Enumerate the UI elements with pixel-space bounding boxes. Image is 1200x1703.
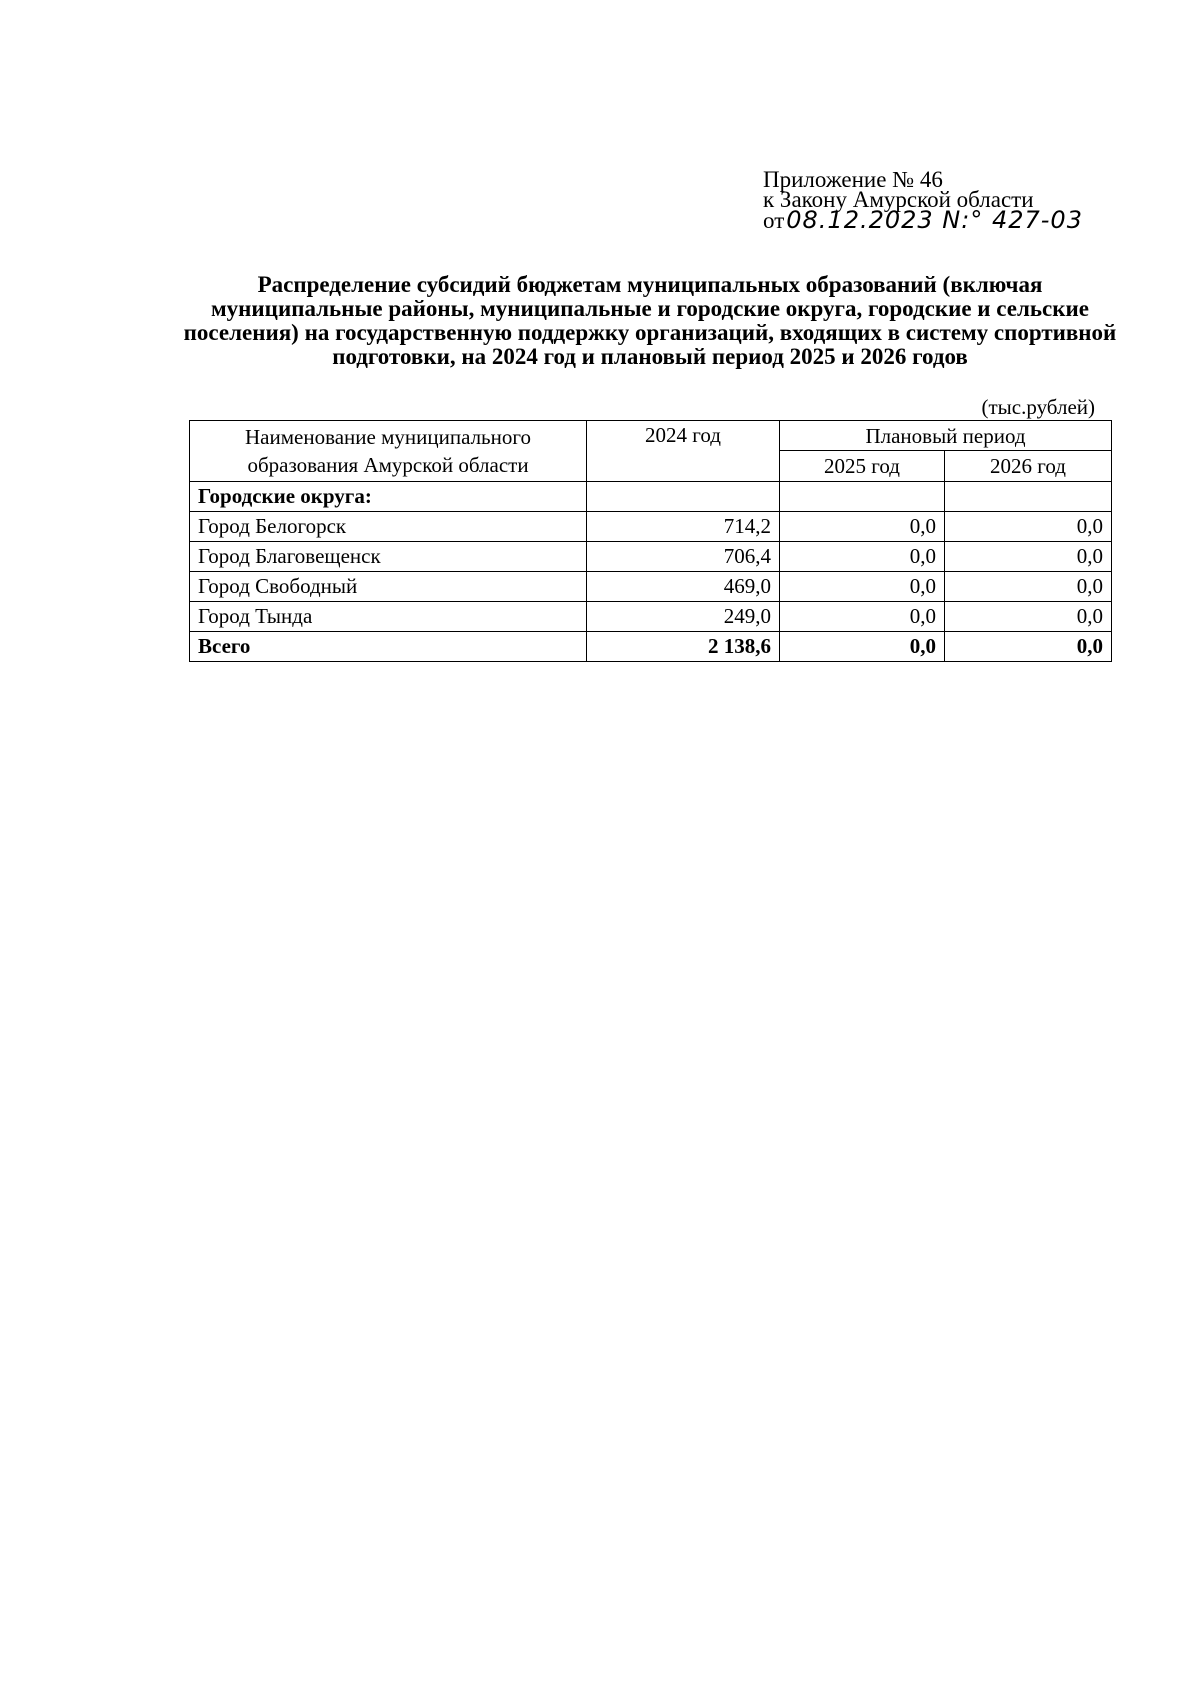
total-label: Всего [190,632,587,662]
appendix-number: Приложение № 46 [763,167,943,192]
total-row [190,632,1112,662]
table-row [190,512,1112,542]
row-name: Город Тында [190,602,587,632]
units-label: (тыс.рублей) [981,395,1095,419]
header-municipality-name: Наименование муниципального образования Амурской области [190,421,587,482]
subsidy-table [189,420,1112,662]
row-value-2026: 0,0 [945,602,1112,632]
table-row [190,542,1112,572]
row-value-2025: 0,0 [780,512,945,542]
table-header-row [190,421,1112,451]
row-value-2024: 249,0 [587,602,780,632]
row-value-2026: 0,0 [945,542,1112,572]
empty-cell [587,482,780,512]
header-2025: 2025 год [780,451,945,482]
header-planned-period: Плановый период [780,421,1112,451]
empty-cell [780,482,945,512]
total-value-2024: 2 138,6 [587,632,780,662]
appendix-date-line [763,206,1083,234]
table-row [190,602,1112,632]
total-value-2025: 0,0 [780,632,945,662]
row-value-2025: 0,0 [780,572,945,602]
appendix-law-reference: к Закону Амурской области [763,187,1034,212]
row-name: Город Благовещенск [190,542,587,572]
row-name: Город Свободный [190,572,587,602]
row-value-2024: 714,2 [587,512,780,542]
section-row [190,482,1112,512]
appendix-header [763,167,1083,234]
total-value-2026: 0,0 [945,632,1112,662]
handwritten-date-number: 08.12.2023 N:° 427-03 [786,206,1083,234]
section-label: Городские округа: [190,482,587,512]
row-value-2026: 0,0 [945,512,1112,542]
row-name: Город Белогорск [190,512,587,542]
empty-cell [945,482,1112,512]
row-value-2025: 0,0 [780,542,945,572]
header-2026: 2026 год [945,451,1112,482]
row-value-2024: 469,0 [587,572,780,602]
document-title: Распределение субсидий бюджетам муниципальных образований (включая муниципальные районы, муниципальные и городские округа, городские и сельские поселения) на государственную поддержку организаций, входящих в систему спортивной подготовки, на 2024 год и плановый период 2025 и 2026 годов [183,272,1117,369]
appendix-date-prefix: от [763,208,785,233]
table-row [190,572,1112,602]
row-value-2024: 706,4 [587,542,780,572]
header-2024: 2024 год [587,421,780,482]
row-value-2026: 0,0 [945,572,1112,602]
row-value-2025: 0,0 [780,602,945,632]
